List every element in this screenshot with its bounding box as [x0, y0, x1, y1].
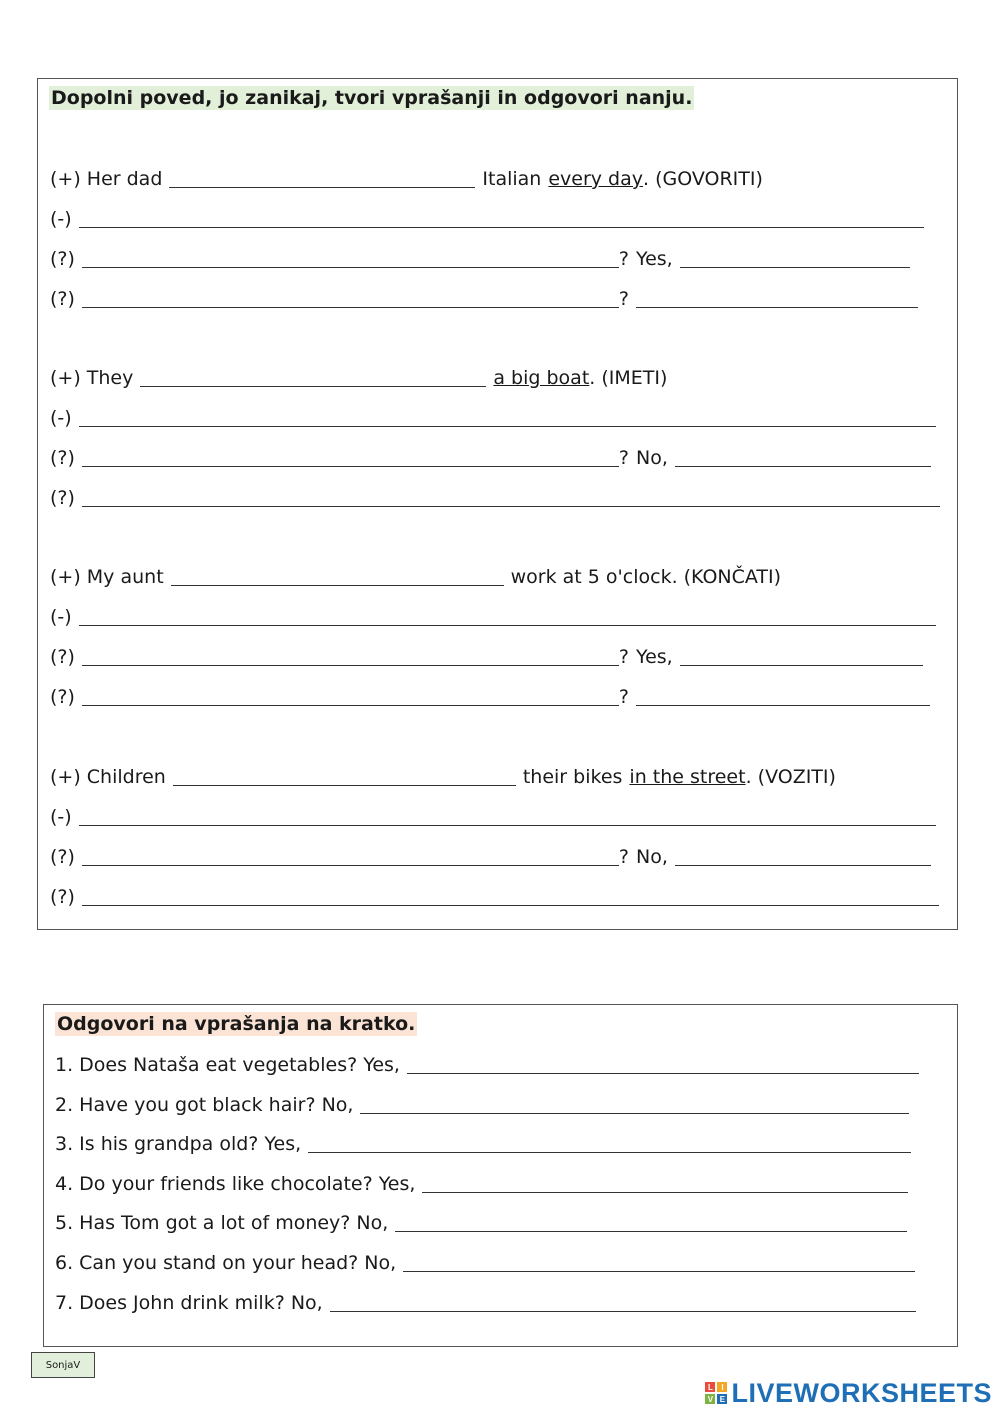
logo-letter: E: [717, 1394, 727, 1404]
negative-marker: (-): [50, 407, 72, 429]
logo-letter: L: [705, 1382, 715, 1392]
question-marker: (?): [50, 646, 75, 668]
liveworksheets-logo: [705, 1378, 992, 1408]
answer-blank[interactable]: [407, 1055, 919, 1074]
question-text: 2. Have you got black hair? No,: [55, 1094, 354, 1116]
short-answer-start: No,: [636, 846, 668, 868]
question-marker: (?): [50, 846, 75, 868]
answer-blank[interactable]: [82, 887, 939, 906]
answer-blank[interactable]: [675, 847, 931, 866]
underlined-phrase: in the street: [629, 766, 746, 788]
short-answer-start: Yes,: [636, 646, 673, 668]
exercise-1-box: [37, 78, 958, 930]
logo-mark-icon: [705, 1382, 727, 1404]
answer-blank[interactable]: [82, 687, 619, 706]
answer-blank[interactable]: [636, 289, 918, 308]
logo-letter: I: [717, 1382, 727, 1392]
underlined-phrase: every day: [548, 168, 644, 190]
short-answer-start: Yes,: [636, 248, 673, 270]
short-answer-row: [55, 1207, 907, 1235]
question-mark: ?: [618, 248, 630, 270]
question-mark: ?: [618, 288, 630, 310]
logo-letter: V: [705, 1394, 715, 1404]
negative-marker: (-): [50, 606, 72, 628]
question-text: 7. Does John drink milk? No,: [55, 1292, 323, 1314]
group3-question1: [50, 641, 923, 669]
brand-name: LIVEWORKSHEETS: [731, 1377, 992, 1408]
sentence-prefix: (+) My aunt: [50, 566, 164, 588]
short-answer-start: No,: [636, 447, 668, 469]
answer-blank[interactable]: [169, 169, 475, 188]
sentence-prefix: (+) They: [50, 367, 134, 389]
answer-blank[interactable]: [79, 607, 936, 626]
group3-affirmative: [50, 561, 781, 589]
answer-blank[interactable]: [403, 1253, 915, 1272]
group4-negative: [50, 801, 936, 829]
question-mark: ?: [618, 686, 630, 708]
question-text: 3. Is his grandpa old? Yes,: [55, 1133, 302, 1155]
group1-question1: [50, 243, 910, 271]
question-mark: ?: [618, 646, 630, 668]
group2-question2: [50, 482, 940, 510]
question-text: 6. Can you stand on your head? No,: [55, 1252, 397, 1274]
exercise-2-box: [43, 1004, 958, 1347]
underlined-phrase: a big boat: [493, 367, 590, 389]
answer-blank[interactable]: [680, 249, 910, 268]
answer-blank[interactable]: [79, 807, 936, 826]
sentence-text: Italian: [482, 168, 542, 190]
short-answer-row: [55, 1247, 915, 1275]
question-text: 5. Has Tom got a lot of money? No,: [55, 1212, 389, 1234]
sentence-tail: . (IMETI): [589, 367, 668, 389]
answer-blank[interactable]: [171, 567, 504, 586]
short-answer-row: [55, 1128, 911, 1156]
group3-question2: [50, 681, 930, 709]
question-marker: (?): [50, 248, 75, 270]
sentence-prefix: (+) Children: [50, 766, 166, 788]
short-answer-row: [55, 1049, 919, 1077]
answer-blank[interactable]: [82, 647, 619, 666]
answer-blank[interactable]: [82, 249, 619, 268]
answer-blank[interactable]: [82, 289, 619, 308]
question-marker: (?): [50, 288, 75, 310]
answer-blank[interactable]: [82, 488, 940, 507]
answer-blank[interactable]: [79, 408, 936, 427]
group2-negative: [50, 402, 936, 430]
answer-blank[interactable]: [422, 1174, 908, 1193]
answer-blank[interactable]: [140, 368, 486, 387]
answer-blank[interactable]: [82, 448, 619, 467]
question-marker: (?): [50, 886, 75, 908]
group1-question2: [50, 283, 918, 311]
sentence-tail: work at 5 o'clock. (KONČATI): [510, 566, 782, 588]
answer-blank[interactable]: [680, 647, 923, 666]
negative-marker: (-): [50, 806, 72, 828]
exercise-2-instruction: Odgovori na vprašanja na kratko.: [57, 1013, 416, 1035]
question-text: 4. Do your friends like chocolate? Yes,: [55, 1173, 416, 1195]
sentence-tail: . (VOZITI): [745, 766, 836, 788]
group2-question1: [50, 442, 931, 470]
group4-affirmative: [50, 761, 836, 789]
answer-blank[interactable]: [79, 209, 924, 228]
sentence-tail: . (GOVORITI): [643, 168, 763, 190]
sentence-prefix: (+) Her dad: [50, 168, 163, 190]
question-mark: ?: [618, 447, 630, 469]
answer-blank[interactable]: [308, 1134, 911, 1153]
sentence-text: their bikes: [522, 766, 623, 788]
group2-affirmative: [50, 362, 667, 390]
answer-blank[interactable]: [636, 687, 930, 706]
answer-blank[interactable]: [395, 1213, 907, 1232]
short-answer-row: [55, 1168, 908, 1196]
answer-blank[interactable]: [360, 1095, 909, 1114]
exercise-1-instruction: Dopolni poved, jo zanikaj, tvori vprašanji in odgovori nanju.: [51, 87, 693, 109]
answer-blank[interactable]: [330, 1293, 916, 1312]
group4-question2: [50, 881, 939, 909]
author-tag: SonjaV: [31, 1352, 95, 1378]
question-mark: ?: [618, 846, 630, 868]
answer-blank[interactable]: [173, 767, 516, 786]
group4-question1: [50, 841, 931, 869]
question-text: 1. Does Nataša eat vegetables? Yes,: [55, 1054, 400, 1076]
group1-affirmative: [50, 163, 763, 191]
answer-blank[interactable]: [675, 448, 931, 467]
group3-negative: [50, 601, 936, 629]
short-answer-row: [55, 1287, 916, 1315]
answer-blank[interactable]: [82, 847, 619, 866]
question-marker: (?): [50, 487, 75, 509]
short-answer-row: [55, 1089, 909, 1117]
group1-negative: [50, 203, 924, 231]
question-marker: (?): [50, 447, 75, 469]
question-marker: (?): [50, 686, 75, 708]
negative-marker: (-): [50, 208, 72, 230]
